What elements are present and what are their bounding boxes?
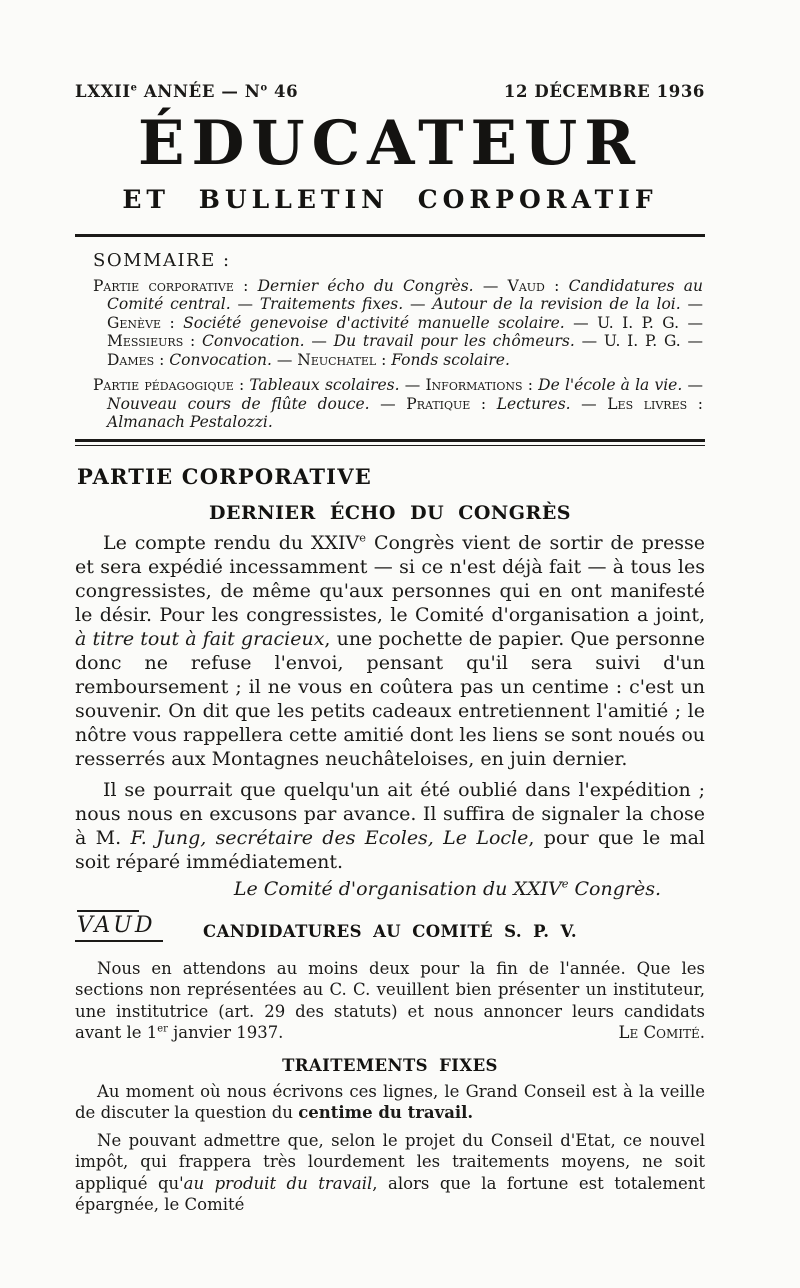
masthead xyxy=(75,82,705,101)
issue-number: LXXIIe ANNÉE — $N^o$ 46 xyxy=(75,82,299,101)
sommaire-section xyxy=(93,250,703,432)
article-paragraph: Au moment où nous écrivons ces lignes, le Grand Conseil est à la veille de discuter la question du centime du travail. xyxy=(75,1081,705,1123)
issue-date: 12 DÉCEMBRE 1936 xyxy=(503,82,705,101)
article-paragraph: Nous en attendons au moins deux pour la fin de l'année. Que les sections non représentées au C. C. veuillent bien présenter un instituteur, une institutrice (art. 29 des statuts) et nous annoncer leurs candidats avant le 1er janvier 1937. Le Comité. xyxy=(75,958,705,1043)
section-heading-partie-corporative: PARTIE CORPORATIVE xyxy=(77,463,372,489)
article-signature: Le Comité d'organisation du XXIVe Congrès. xyxy=(233,876,661,900)
text-column xyxy=(75,0,705,1216)
divider-top-rule xyxy=(75,234,705,237)
article-title-traitements: TRAITEMENTS FIXES xyxy=(282,1055,498,1075)
sommaire-item-corporative: Partie corporative : Dernier écho du Congrès. — Vaud : Candidatures au Comité central. — Traitements fixes. — Autour de la revision de la loi. — Genève : Société genevoise d'activité manuelle scolaire. — U. I. P. G. — Messieurs : Convocation. — Du travail pour les chômeurs. — U. I. P. G. — Dames : Convocation. — Neuchatel : Fonds scolaire. xyxy=(93,276,704,369)
sommaire-item-pedagogique: Partie pédagogique : Tableaux scolaires. — Informations : De l'école à la vie. — Nouveau cours de flûte douce. — Pratique : Lectures. — Les livres : Almanach Pestalozzi. xyxy=(93,376,703,432)
article-paragraph: Le compte rendu du XXIVe Congrès vient de sortir de presse et sera expédié incessamment — si ce n'est déjà fait — à tous les congressistes, de même qu'aux personnes qui en ont manifesté le désir. Pour les congressistes, le Comité d'organisation a joint, à titre tout à fait gracieux, une pochette de papier. Que personne donc ne refuse l'envoi, pensant qu'il sera suivi d'un remboursement ; il ne vous en coûtera pas un centime : c'est un souvenir. On dit que les petits cadeaux entretiennent l'amitié ; le nôtre vous rappellera cette amitié dont les liens se sont noués ou resserrés aux Montagnes neuchâteloises, en juin dernier. xyxy=(75,530,705,770)
article-paragraph: Il se pourrait que quelqu'un ait été oublié dans l'expédition ; nous nous en excusons par avance. Il suffira de signaler la chose à M. F. Jung, secrétaire des Ecoles, Le Locle, pour que le mal soit réparé immédiatement. xyxy=(75,778,705,873)
region-label-vaud xyxy=(75,910,163,942)
article-title-dernier-echo: DERNIER ÉCHO DU CONGRÈS xyxy=(208,501,572,524)
sommaire-label: SOMMAIRE : xyxy=(93,249,231,271)
article-paragraph: Ne pouvant admettre que, selon le projet du Conseil d'Etat, ce nouvel impôt, qui frappera très lourdement les traitements moyens, ne soit appliqué qu'au produit du travail, alors que la fortune est totalement épargnée, le Comité xyxy=(75,1130,705,1215)
journal-subtitle: ET BULLETIN CORPORATIF xyxy=(122,184,658,214)
region-label-text: VAUD xyxy=(77,912,156,938)
divider-double-rule xyxy=(75,439,705,446)
region-label-rule xyxy=(77,910,139,912)
vaud-band xyxy=(75,910,705,952)
article-title-candidatures: CANDIDATURES AU COMITÉ S. P. V. xyxy=(203,921,577,941)
journal-title: ÉDUCATEUR xyxy=(138,108,642,179)
